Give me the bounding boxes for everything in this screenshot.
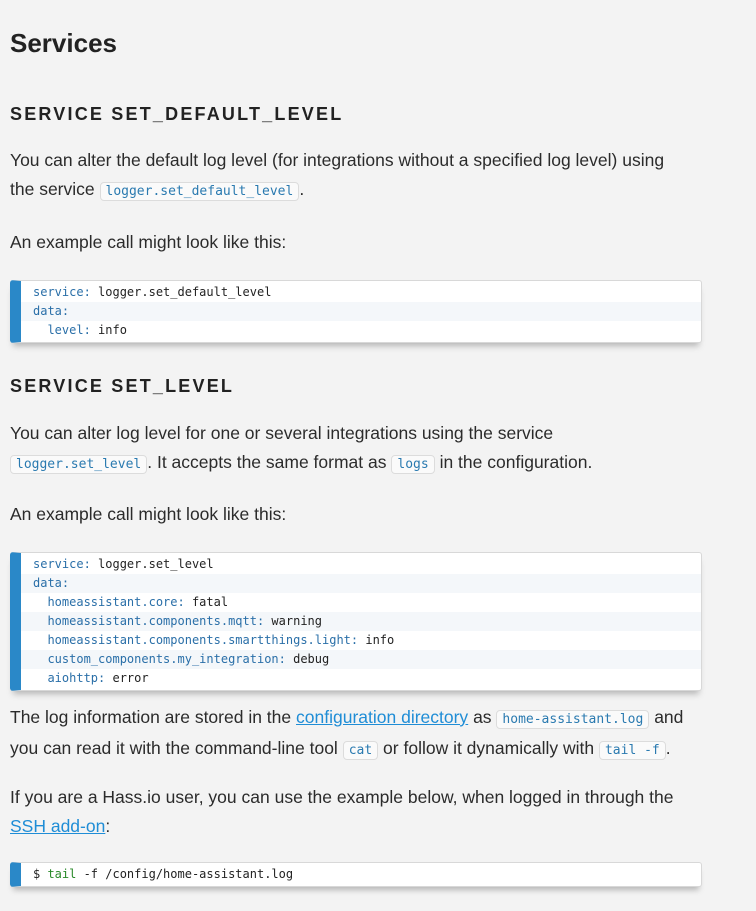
- code-key: service:: [33, 285, 91, 299]
- code-value: warning: [264, 614, 322, 628]
- code-key: homeassistant.components.mqtt:: [47, 614, 265, 628]
- code-block-set-level: [10, 552, 702, 691]
- code-key: service:: [33, 557, 91, 571]
- inline-code: logs: [391, 455, 434, 474]
- code-value: error: [105, 671, 149, 685]
- command-args: -f /config/home-assistant.log: [76, 867, 294, 881]
- section-title-set-default-level: SERVICE SET_DEFAULT_LEVEL: [10, 104, 344, 124]
- code-indent: [33, 323, 47, 337]
- code-block-set-default-level: [10, 280, 702, 343]
- section-title-set-level: SERVICE SET_LEVEL: [10, 376, 235, 396]
- paragraph-set-level: [10, 419, 710, 479]
- code-line: [21, 669, 701, 688]
- page-title: Services: [10, 28, 117, 58]
- code-block-tail-command: [10, 862, 702, 887]
- code-indent: [33, 614, 47, 628]
- text: You can alter log level for one or several integrations using the service: [10, 423, 554, 443]
- inline-code: logger.set_default_level: [100, 182, 300, 201]
- code-value: logger.set_level: [90, 557, 214, 571]
- code-value: logger.set_default_level: [90, 285, 272, 299]
- text: If you are a Hass.io user, you can use the example below, when logged in through the: [10, 787, 674, 807]
- code-line: [21, 650, 701, 669]
- code-value: info: [358, 633, 395, 647]
- text: or follow it dynamically with: [383, 738, 595, 758]
- inline-code: cat: [343, 741, 378, 760]
- code-indent: [33, 671, 47, 685]
- code-line: [21, 612, 701, 631]
- paragraph-example-intro: An example call might look like this:: [10, 232, 287, 252]
- text: .: [665, 738, 671, 758]
- code-line: [21, 865, 701, 884]
- code-indent: [33, 633, 47, 647]
- inline-code: home-assistant.log: [496, 710, 649, 729]
- code-line: [21, 593, 701, 612]
- code-key: level:: [47, 323, 91, 337]
- inline-code: logger.set_level: [10, 455, 147, 474]
- ssh-addon-link[interactable]: SSH add-on: [10, 816, 106, 836]
- code-indent: [33, 595, 47, 609]
- code-key: homeassistant.components.smartthings.light:: [47, 633, 359, 647]
- text: the service: [10, 179, 95, 199]
- text: in the configuration.: [439, 452, 593, 472]
- text: and: [654, 707, 684, 727]
- code-indent: [33, 652, 47, 666]
- code-value: info: [90, 323, 127, 337]
- text: .: [299, 179, 305, 199]
- code-line: [21, 302, 701, 321]
- text: The log information are stored in the: [10, 707, 292, 727]
- code-line: [21, 574, 701, 593]
- paragraph-example-intro-2: An example call might look like this:: [10, 504, 287, 524]
- text: :: [105, 816, 111, 836]
- text: You can alter the default log level (for integrations without a specified log level) using: [10, 150, 665, 170]
- code-key: homeassistant.core:: [47, 595, 185, 609]
- text: as: [473, 707, 492, 727]
- code-key: data:: [33, 304, 70, 318]
- text: you can read it with the command-line tool: [10, 738, 338, 758]
- paragraph-log-location: [10, 703, 710, 765]
- code-key: custom_components.my_integration:: [47, 652, 286, 666]
- command-name: tail: [47, 867, 77, 881]
- text: . It accepts the same format as: [147, 452, 387, 472]
- paragraph-hassio: [10, 783, 710, 841]
- code-value: debug: [285, 652, 330, 666]
- paragraph-set-default-level: [10, 146, 710, 206]
- code-line: [21, 555, 701, 574]
- code-key: data:: [33, 576, 70, 590]
- configuration-directory-link[interactable]: configuration directory: [296, 707, 469, 727]
- code-key: aiohttp:: [47, 671, 106, 685]
- inline-code: tail -f: [599, 741, 666, 760]
- code-line: [21, 631, 701, 650]
- code-value: fatal: [184, 595, 229, 609]
- prompt: $: [33, 867, 48, 881]
- code-line: [21, 321, 701, 340]
- code-line: [21, 283, 701, 302]
